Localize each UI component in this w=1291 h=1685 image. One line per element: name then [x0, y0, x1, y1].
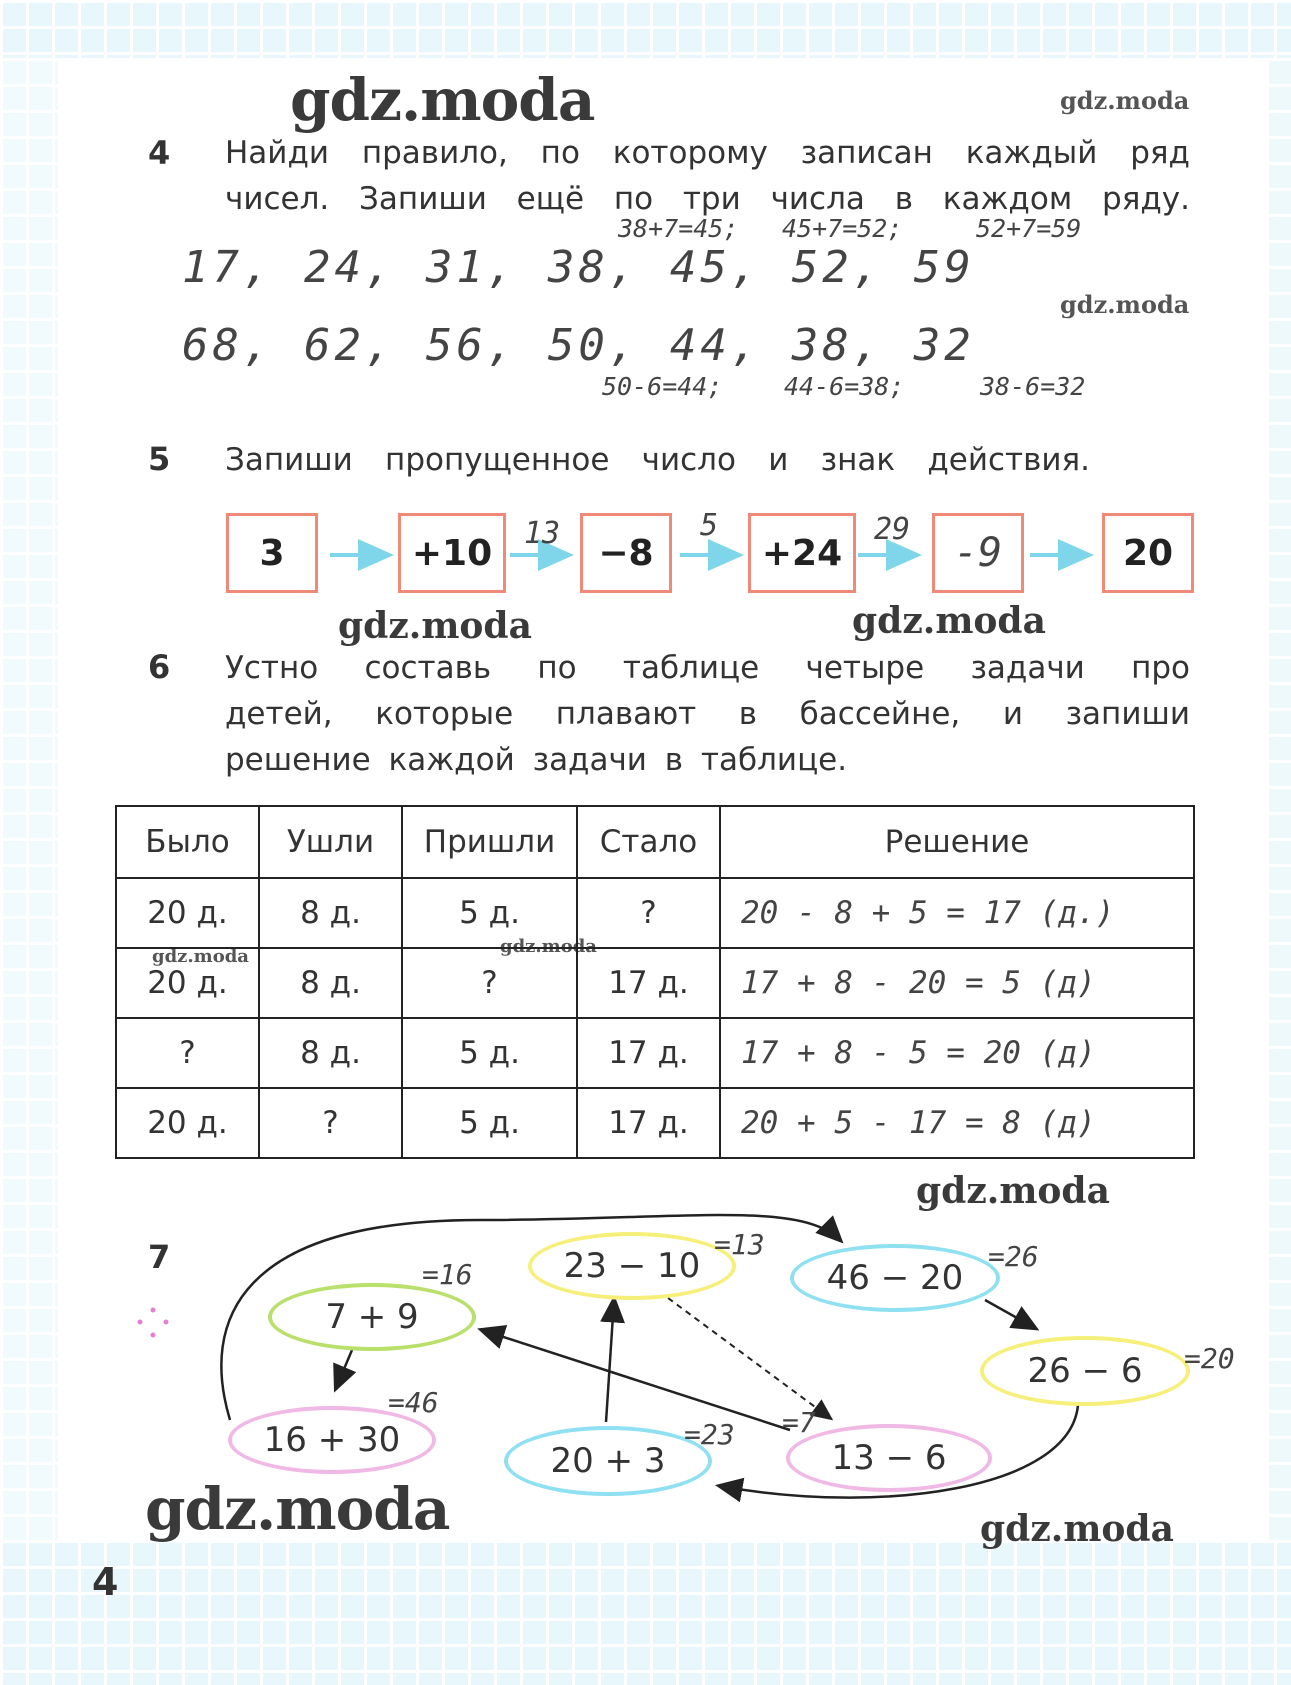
expression-oval: 46 − 20: [790, 1244, 1000, 1312]
handwritten-note: 5: [700, 508, 719, 543]
handwritten-note: 29: [874, 512, 911, 547]
watermark: gdz.moda: [852, 600, 1046, 642]
expression-oval: 13 − 6: [786, 1424, 992, 1492]
table-cell: 8 д.: [259, 878, 402, 948]
table-row: [116, 1088, 1194, 1158]
handwritten-note: 38+7=45;: [618, 214, 739, 243]
watermark: gdz.moda: [145, 1475, 450, 1543]
table-header: Было: [116, 806, 259, 878]
expression-oval: 20 + 3: [504, 1426, 712, 1496]
table-cell: 5 д.: [402, 878, 577, 948]
background-grid-bottom: [0, 1540, 1291, 1685]
data-table: [115, 805, 1195, 1159]
watermark: gdz.moda: [1060, 86, 1190, 115]
solution-cell: 17 + 8 - 5 = 20 (д): [720, 1018, 1194, 1088]
task-text-line: решение каждой задачи в таблице.: [225, 742, 848, 778]
table-cell: 8 д.: [259, 948, 402, 1018]
page-number: 4: [92, 1560, 119, 1604]
watermark: gdz.moda: [980, 1508, 1174, 1550]
handwritten-note: 52+7=59: [976, 214, 1082, 243]
number-sequence: 68, 62, 56, 50, 44, 38, 32: [182, 320, 975, 371]
handwritten-note: 45+7=52;: [782, 214, 903, 243]
table-cell: 17 д.: [577, 1088, 720, 1158]
handwritten-note: 44-6=38;: [784, 372, 905, 401]
table-cell: ?: [402, 948, 577, 1018]
task-text-line: Устно составь по таблице четыре задачи про: [225, 650, 1190, 686]
watermark: gdz.moda: [290, 66, 595, 134]
table-header: Пришли: [402, 806, 577, 878]
watermark: gdz.moda: [152, 946, 249, 967]
chain-box-answer: -9: [932, 513, 1024, 593]
handwritten-answer: =16: [422, 1258, 473, 1291]
task-number: 7: [148, 1238, 171, 1276]
table-header-row: [116, 806, 1194, 878]
expression-oval: 23 − 10: [528, 1232, 736, 1300]
table-cell: 17 д.: [577, 948, 720, 1018]
table-cell: 17 д.: [577, 1018, 720, 1088]
expression-oval: 26 − 6: [980, 1336, 1190, 1406]
handwritten-note: 13: [524, 516, 561, 551]
chain-box: +24: [748, 513, 856, 593]
task-number: 5: [148, 440, 171, 478]
solution-cell: 17 + 8 - 20 = 5 (д): [720, 948, 1194, 1018]
table-cell: ?: [116, 1018, 259, 1088]
handwritten-answer: =46: [388, 1386, 439, 1419]
handwritten-answer: =26: [988, 1240, 1039, 1273]
chain-box: 3: [226, 513, 318, 593]
number-sequence: 17, 24, 31, 38, 45, 52, 59: [182, 242, 975, 293]
table-cell: ?: [577, 878, 720, 948]
table-row: [116, 1018, 1194, 1088]
chain-box: 20: [1102, 513, 1194, 593]
handwritten-note: 38-6=32: [980, 372, 1086, 401]
table-row: [116, 878, 1194, 948]
task-number: 6: [148, 648, 171, 686]
table-cell: 20 д.: [116, 1088, 259, 1158]
table-cell: 8 д.: [259, 1018, 402, 1088]
chain-box: +10: [398, 513, 506, 593]
watermark: gdz.moda: [916, 1170, 1110, 1212]
sparkle-icon: [138, 1308, 169, 1338]
watermark: gdz.moda: [338, 605, 532, 647]
task-text-line: Найди правило, по которому записан каждый ряд: [225, 135, 1190, 171]
table-cell: 5 д.: [402, 1018, 577, 1088]
handwritten-answer: =20: [1184, 1342, 1235, 1375]
expression-oval: 16 + 30: [228, 1406, 436, 1474]
expression-oval: 7 + 9: [268, 1283, 476, 1351]
table-cell: ?: [259, 1088, 402, 1158]
chain-arrows: [0, 0, 1291, 700]
handwritten-answer: =13: [714, 1228, 765, 1261]
handwritten-answer: =7: [782, 1406, 816, 1439]
solution-cell: 20 + 5 - 17 = 8 (д): [720, 1088, 1194, 1158]
table-cell: 20 д.: [116, 948, 259, 1018]
task-text-line: чисел. Запиши ещё по три числа в каждом ряду.: [225, 181, 1190, 217]
table-row: [116, 948, 1194, 1018]
handwritten-answer: =23: [684, 1418, 735, 1451]
table-header: Стало: [577, 806, 720, 878]
table-cell: 5 д.: [402, 1088, 577, 1158]
table-cell: 20 д.: [116, 878, 259, 948]
task-text-line: Запиши пропущенное число и знак действия.: [225, 442, 1090, 478]
task-text-line: детей, которые плавают в бассейне, и запиши: [225, 696, 1190, 732]
table-header: Ушли: [259, 806, 402, 878]
chain-box: −8: [580, 513, 672, 593]
solution-cell: 20 - 8 + 5 = 17 (д.): [720, 878, 1194, 948]
table-header: Решение: [720, 806, 1194, 878]
watermark: gdz.moda: [1060, 290, 1190, 319]
handwritten-note: 50-6=44;: [602, 372, 723, 401]
watermark: gdz.moda: [500, 936, 597, 957]
task-number: 4: [148, 134, 171, 172]
